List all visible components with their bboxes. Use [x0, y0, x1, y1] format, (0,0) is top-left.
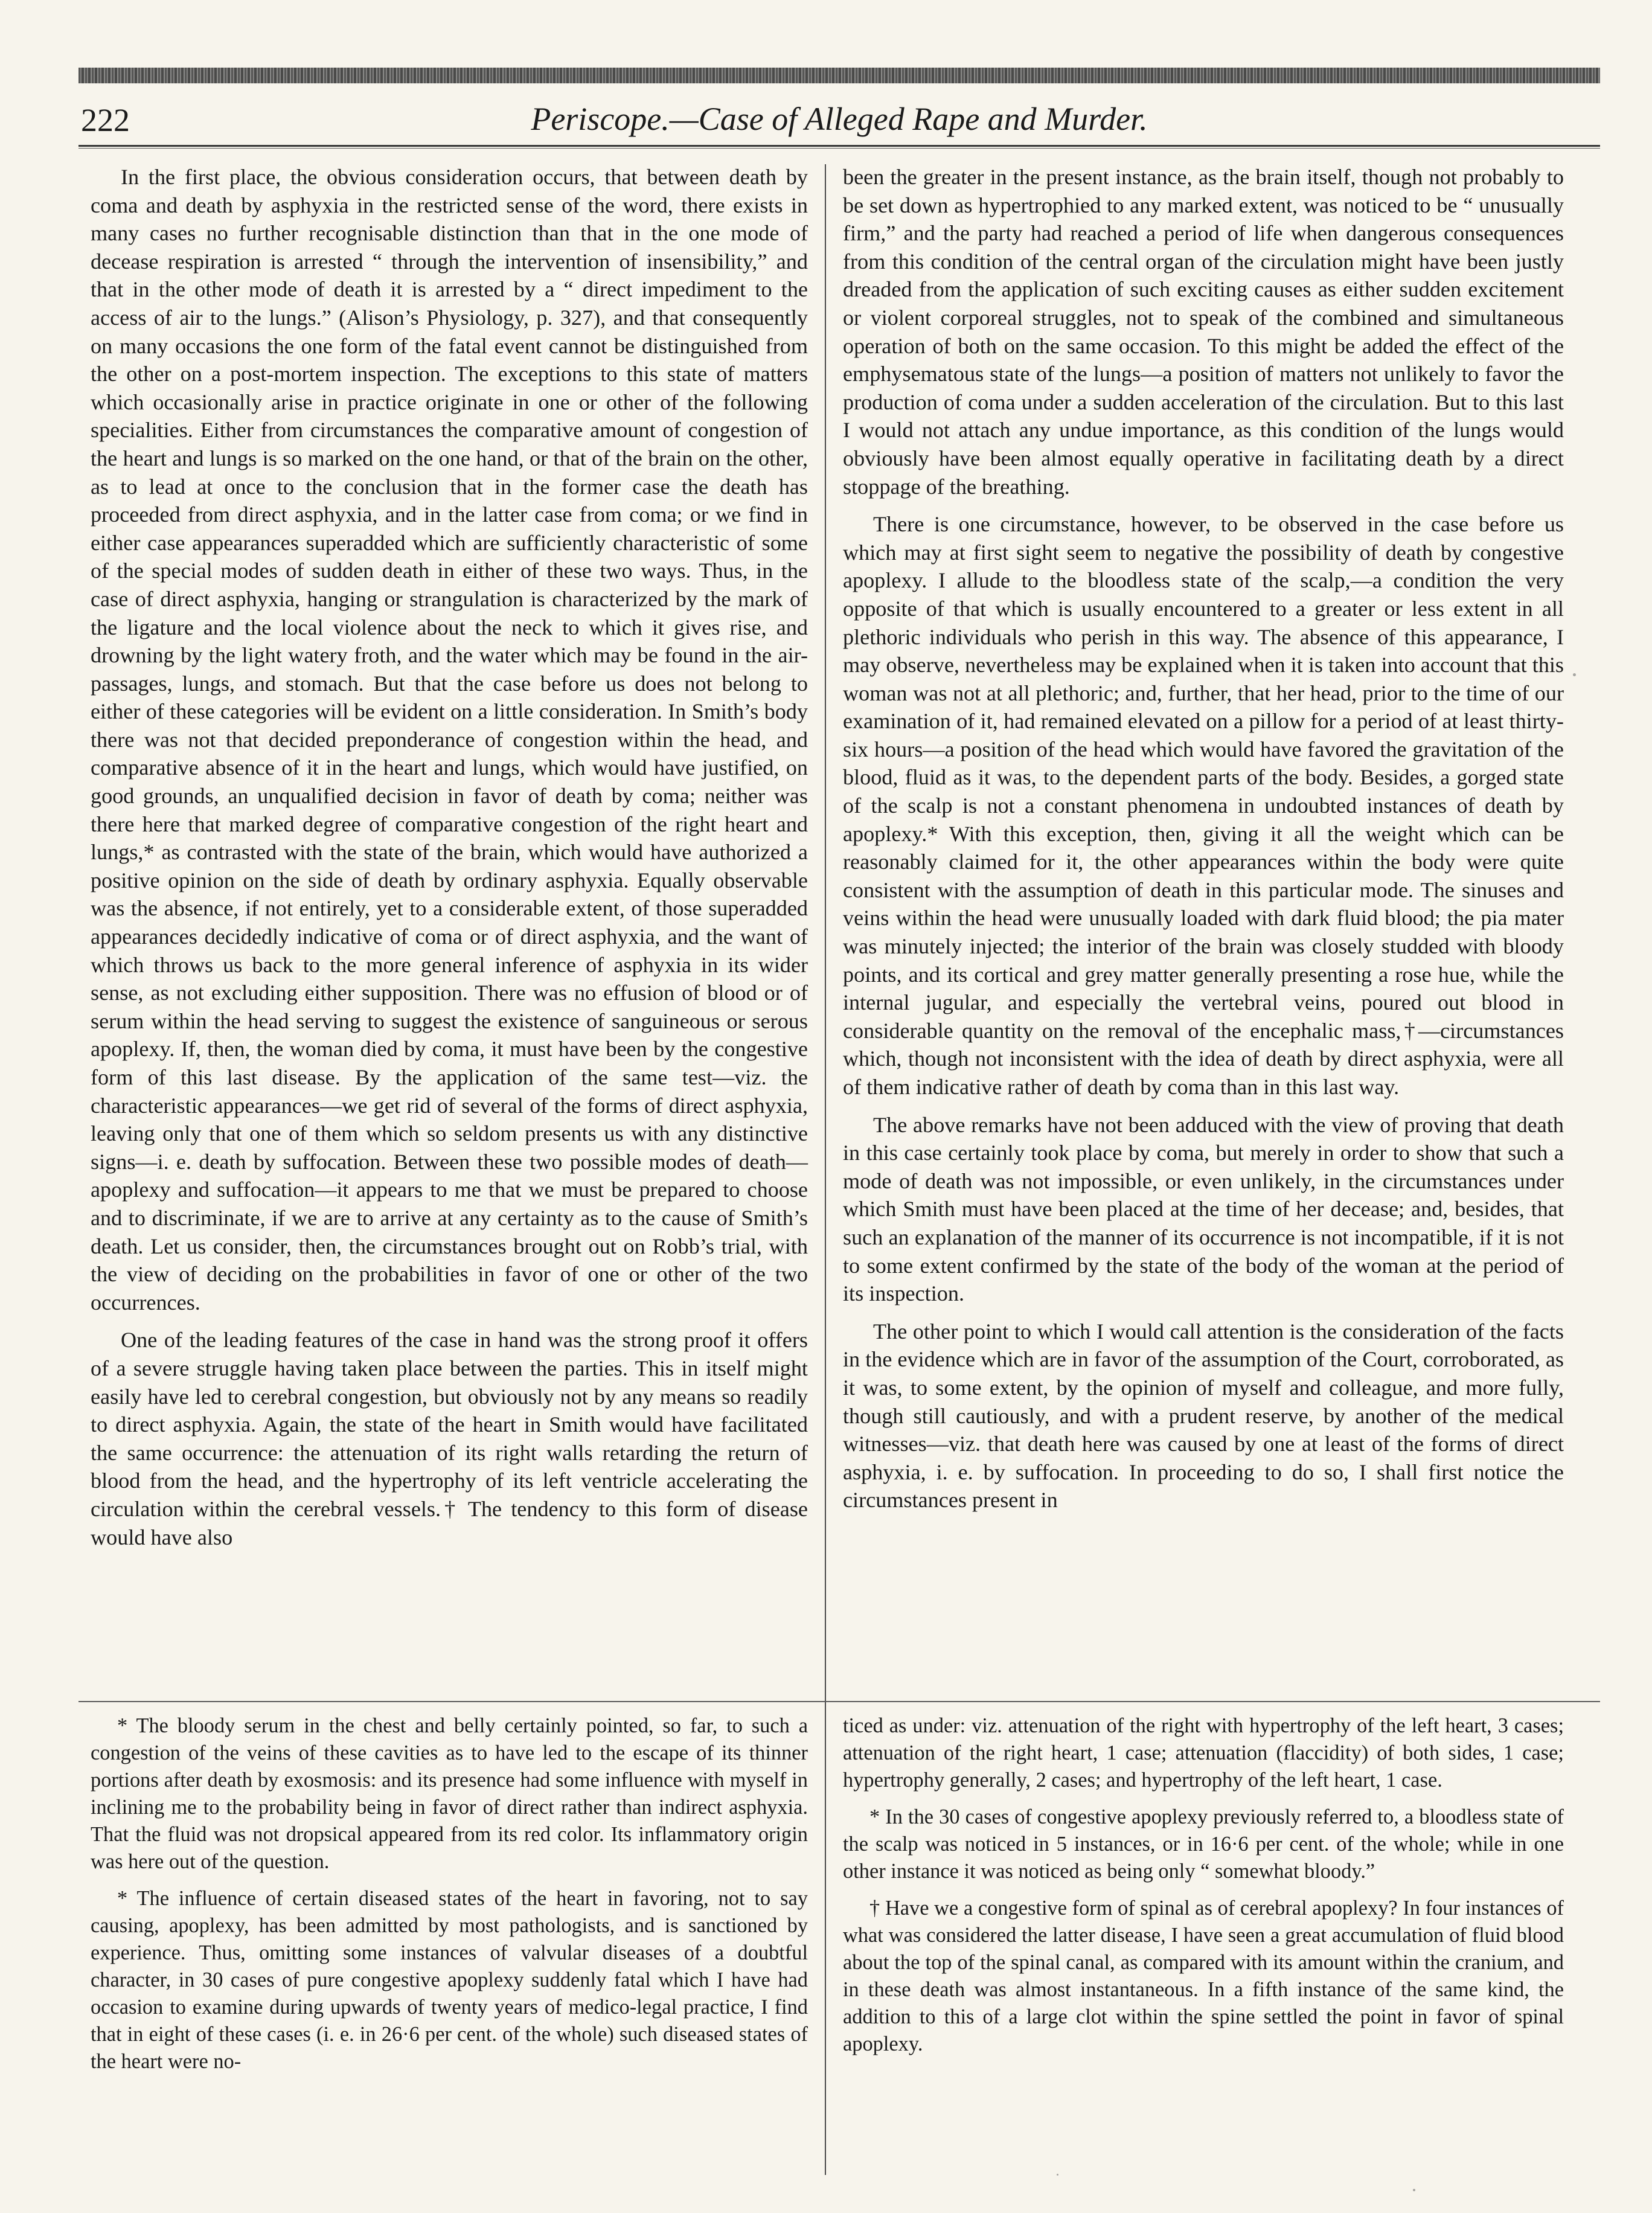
footnote: * In the 30 cases of congestive apoplexy previously referred to, a bloodless state of the scalp was noticed in 5 instances, or in 16·6 per cent. of the whole; while in one other instance it was noticed as being only “ somewhat bloody.”: [843, 1805, 1564, 1883]
header-rule: [78, 145, 1600, 149]
footnotes-right: [843, 1712, 1564, 2067]
paragraph: One of the leading features of the case in hand was the strong proof it offers of a severe struggle having taken place between the parties. This in itself might easily have led to cerebral congestion, but obviously not by any means so readily to direct asphyxia. Again, the state of the heart in Smith would have facilitated the same occurrence: the attenuation of its right walls retarding the return of blood from the head, and the hypertrophy of its left ventricle accelerating the circulation within the cerebral vessels.† The tendency to this form of disease would have also: [91, 1328, 808, 1549]
print-speck: [1573, 673, 1576, 676]
print-speck: [1413, 2189, 1415, 2191]
paragraph: been the greater in the present instance, as the brain itself, though not probably to be set down as hypertrophied to any marked extent, was noticed to be “ unusually firm,” and the party had reached a period of life when dangerous consequences from this condition of the central organ of the circulation might have been justly dreaded from the application of such exciting causes as either sudden excitement or violent corporeal struggles, not to speak of the combined and simultaneous operation of both on the same occasion. To this might be added the effect of the emphysematous state of the lungs—a position of matters not unlikely to favor the production of coma under a sudden acceleration of the circulation. But to this last I would not attach any undue importance, as this condition of the lungs would obviously have been almost equally operative in facilitating death by a direct stoppage of the breathing.: [843, 165, 1564, 499]
paragraph: There is one circumstance, however, to be observed in the case before us which may at first sight seem to negative the possibility of death by congestive apoplexy. I allude to the bloodless state of the scalp,—a condition the very opposite of that which is usually encountered to a greater or less extent in all plethoric individuals who perish in this way. The absence of this appearance, I may observe, nevertheless may be explained when it is taken into account that this woman was not at all plethoric; and, further, that her head, prior to the time of our examination of it, had remained elevated on a pillow for a period of at least thirty-six hours—a position of the head which would have favored the gravitation of the blood, fluid as it was, to the dependent parts of the body. Besides, a gorged state of the scalp is not a constant phenomena in undoubted instances of death by apoplexy.* With this exception, then, giving it all the weight which can be reasonably claimed for it, the other appearances within the body were quite consistent with the assumption of death in this particular mode. The sinuses and veins within the head were unusually loaded with dark fluid blood; the pia mater was minutely injected; the interior of the brain was closely studded with bloody points, and its cortical and grey matter generally presenting a rose hue, while the internal jugular, and especially the vertebral veins, poured out blood in considerable quantity on the removal of the encephalic mass,†—circumstances which, though not inconsistent with the idea of death by direct asphyxia, were all of them indicative rather of death by coma than in this last way.: [843, 512, 1564, 1099]
page-number: 222: [81, 102, 130, 138]
print-speck: [1057, 2174, 1058, 2176]
page-header: [78, 91, 1600, 145]
footnote: † Have we a congestive form of spinal as of cerebral apoplexy? In four instances of what was considered the latter disease, I have seen a great accumulation of fluid blood about the top of the spinal canal, as compared with its amount within the cranium, and in these death was almost instantaneous. In a fifth instance of the same kind, the addition to this of a large clot within the spine settled the point in favor of spinal apoplexy.: [843, 1897, 1564, 2055]
paragraph: In the first place, the obvious consideration occurs, that between death by coma and death by asphyxia in the restricted sense of the word, there exists in many cases no further recognisable distinction than that in the one mode of decease respiration is arrested “ through the intervention of insensibility,” and that in the other mode of death it is arrested by a “ direct impediment to the access of air to the lungs.” (Alison’s Physiology, p. 327), and that consequently on many occasions the one form of the fatal event cannot be distinguished from the other on a post-mortem inspection. The exceptions to this state of matters which occasionally arise in practice originate in one or other of the following specialities. Either from circumstances the comparative amount of congestion of the heart and lungs is so marked on the one hand, or that of the brain on the other, as to lead at once to the conclusion that in the former case the death has proceeded from direct asphyxia, and in the latter case from coma; or we find in either case appearances superadded which are sufficiently characteristic of some of the special modes of sudden death in either of these two ways. Thus, in the case of direct asphyxia, hanging or strangulation is characterized by the mark of the ligature and the local violence about the neck to which it gives rise, and drowning by the light watery froth, and the water which may be found in the air-passages, lungs, and stomach. But that the case before us does not belong to either of these categories will be evident on a little consideration. In Smith’s body there was not that decided preponderance of congestion within the head, and comparative absence of it in the heart and lungs, which would have justified, on good grounds, an unqualified decision in favor of death by coma; neither was there here that marked degree of comparative congestion of the right heart and lungs,* as contrasted with the state of the brain, which would have authorized a positive opinion on the side of death by ordinary asphyxia. Equally observable was the absence, if not entirely, yet to a considerable extent, of those superadded appearances decidedly indicative of coma or of direct asphyxia, and the want of which throws us back to the more general inference of asphyxia in its wider sense, as not excluding either supposition. There was no effusion of blood or of serum within the head serving to suggest the existence of sanguineous or serous apoplexy. If, then, the woman died by coma, it must have been by the congestive form of this last disease. By the application of the same test—viz. the characteristic appearances—we get rid of several of the forms of direct asphyxia, leaving only that one of them which so seldom presents us with any distinctive signs—i. e. death by suffocation. Between these two possible modes of death—apoplexy and suffocation—it appears to me that we must be prepared to choose and to discriminate, if we are to arrive at any certainty as to the cause of Smith’s death. Let us consider, then, the circumstances brought out on Robb’s trial, with the view of deciding on the probabilities in favor of one or other of the two occurrences.: [91, 165, 808, 1315]
footnote: ticed as under: viz. attenuation of the right with hypertrophy of the left heart, 3 cases; attenuation of the right heart, 1 case; attenuation (flaccidity) of both sides, 1 case; hypertrophy generally, 2 cases; and hypertrophy of the left heart, 1 case.: [843, 1714, 1564, 1792]
decorative-top-rule: [78, 68, 1600, 83]
paragraph: The above remarks have not been adduced with the view of proving that death in this case certainly took place by coma, but merely in order to show that such a mode of death was not impossible, or even unlikely, in the circumstances under which Smith must have been placed at the time of her decease; and, besides, that such an explanation of the manner of its occurrence is not incompatible, if it is not to some extent confirmed by the state of the body of the woman at the period of its inspection.: [843, 1112, 1564, 1306]
paragraph: The other point to which I would call attention is the consideration of the facts in the evidence which are in favor of the assumption of the Court, corroborated, as it was, to some extent, by the opinion of myself and colleague, and more fully, though still cautiously, and with a prudent reserve, by another of the medical witnesses—viz. that death here was caused by one at least of the forms of direct asphyxia, i. e. by suffocation. In proceeding to do so, I shall first notice the circumstances present in: [843, 1319, 1564, 1513]
body-column-left: [91, 163, 808, 1561]
footnotes-left: [91, 1712, 808, 2085]
column-divider: [825, 164, 826, 2175]
footnote: * The influence of certain diseased states of the heart in favoring, not to say causing, apoplexy, has been admitted by most pathologists, and is sanctioned by experience. Thus, omitting some instances of valvular diseases of a doubtful character, in 30 cases of pure congestive apoplexy suddenly fatal which I have had occasion to examine during upwards of twenty years of medico-legal practice, I find that in eight of these cases (i. e. in 26·6 per cent. of the whole) such diseased states of the heart were no-: [91, 1887, 808, 2073]
body-column-right: [843, 163, 1564, 1524]
footnote-divider: [78, 1701, 1600, 1702]
footnote: * The bloody serum in the chest and belly certainly pointed, so far, to such a congestion of the veins of these cavities as to have led to the escape of its thinner portions after death by exosmosis: and its presence had some influence with myself in inclining me to the probability being in favor of direct rather than indirect asphyxia. That the fluid was not dropsical appeared from its red color. Its inflammatory origin was here out of the question.: [91, 1714, 808, 1873]
running-title: Periscope.—Case of Alleged Rape and Murder.: [531, 101, 1148, 137]
